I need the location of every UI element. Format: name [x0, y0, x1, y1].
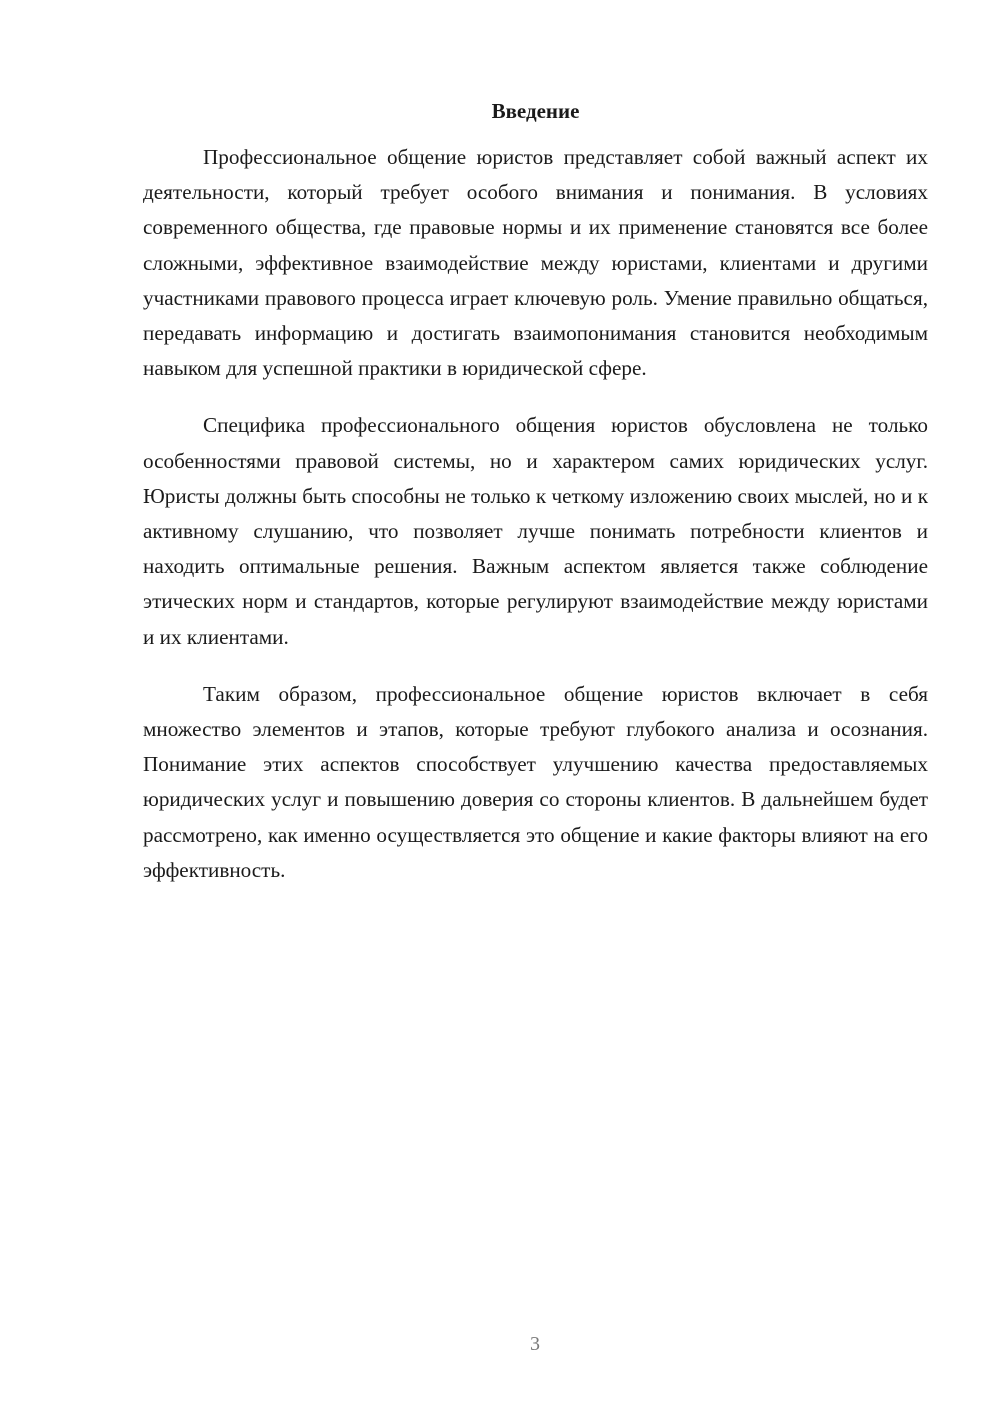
paragraph-2: Специфика профессионального общения юристов обусловлена не только особенностями правовой системы, но и характером самих юридических услуг. Юристы должны быть способны не только к четкому изложению своих мыслей, но и к активному слушанию, что позволяет лучше понимать потребности клиентов и находить оптимальные решения. Важным аспектом является также соблюдение этических норм и стандартов, которые регулируют взаимодействие между юристами и их клиентами.	[143, 413, 928, 649]
page-number: 3	[530, 1333, 540, 1355]
page-content	[143, 96, 928, 910]
paragraph-3: Таким образом, профессиональное общение юристов включает в себя множество элементов и этапов, которые требуют глубокого анализа и осознания. Понимание этих аспектов способствует улучшению качества предоставляемых юридических услуг и повышению доверия со стороны клиентов. В дальнейшем будет рассмотрено, как именно осуществляется это общение и какие факторы влияют на его эффективность.	[143, 681, 928, 882]
paragraph-1: Профессиональное общение юристов представляет собой важный аспект их деятельности, который требует особого внимания и понимания. В условиях современного общества, где правовые нормы и их применение становятся все более сложными, эффективное взаимодействие между юристами, клиентами и другими участниками правового процесса играет ключевую роль. Умение правильно общаться, передавать информацию и достигать взаимопонимания становится необходимым навыком для успешной практики в юридической сфере.	[143, 145, 928, 381]
section-title: Введение	[491, 99, 580, 123]
